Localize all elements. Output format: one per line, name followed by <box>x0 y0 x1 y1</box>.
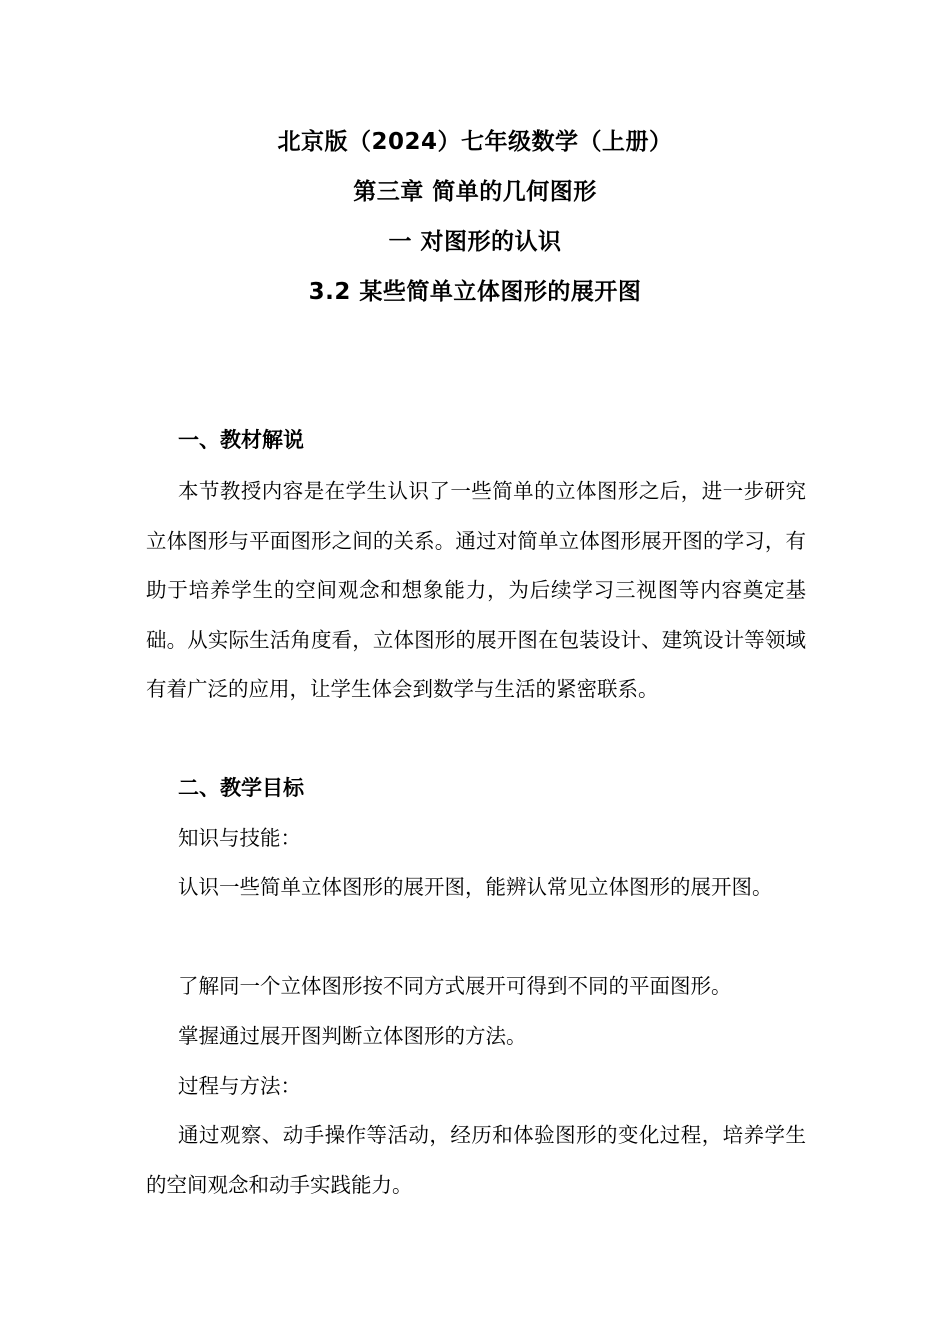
process-methods-label: 过程与方法： <box>178 1074 301 1098</box>
teaching-goals-heading: 二、教学目标 <box>178 776 304 800</box>
knowledge-skills-label: 知识与技能： <box>178 826 301 850</box>
knowledge-item-3: 掌握通过展开图判断立体图形的方法。 <box>178 1024 527 1048</box>
knowledge-item-2: 了解同一个立体图形按不同方式展开可得到不同的平面图形。 <box>178 974 732 998</box>
lesson-title: 3.2 某些简单立体图形的展开图 <box>308 279 642 305</box>
section-title: 一 对图形的认识 <box>388 229 562 255</box>
textbook-explanation-paragraph: 本节教授内容是在学生认识了一些简单的立体图形之后，进一步研究立体图形与平面图形之间的关系。通过对简单立体图形展开图的学习，有助于培养学生的空间观念和想象能力，为后续学习三视图等内容奠定基础。从实际生活角度看，立体图形的展开图在包装设计、建筑设计等领域有着广泛的应用，让学生体会到数学与生活的紧密联系。 <box>146 479 806 701</box>
chapter-title: 第三章 简单的几何图形 <box>353 179 597 205</box>
book-title: 北京版（2024）七年级数学（上册） <box>277 129 673 155</box>
process-item-1: 通过观察、动手操作等活动，经历和体验图形的变化过程，培养学生的空间观念和动手实践能力。 <box>146 1123 806 1197</box>
textbook-explanation-heading: 一、教材解说 <box>178 428 304 452</box>
knowledge-item-1: 认识一些简单立体图形的展开图，能辨认常见立体图形的展开图。 <box>178 875 773 899</box>
